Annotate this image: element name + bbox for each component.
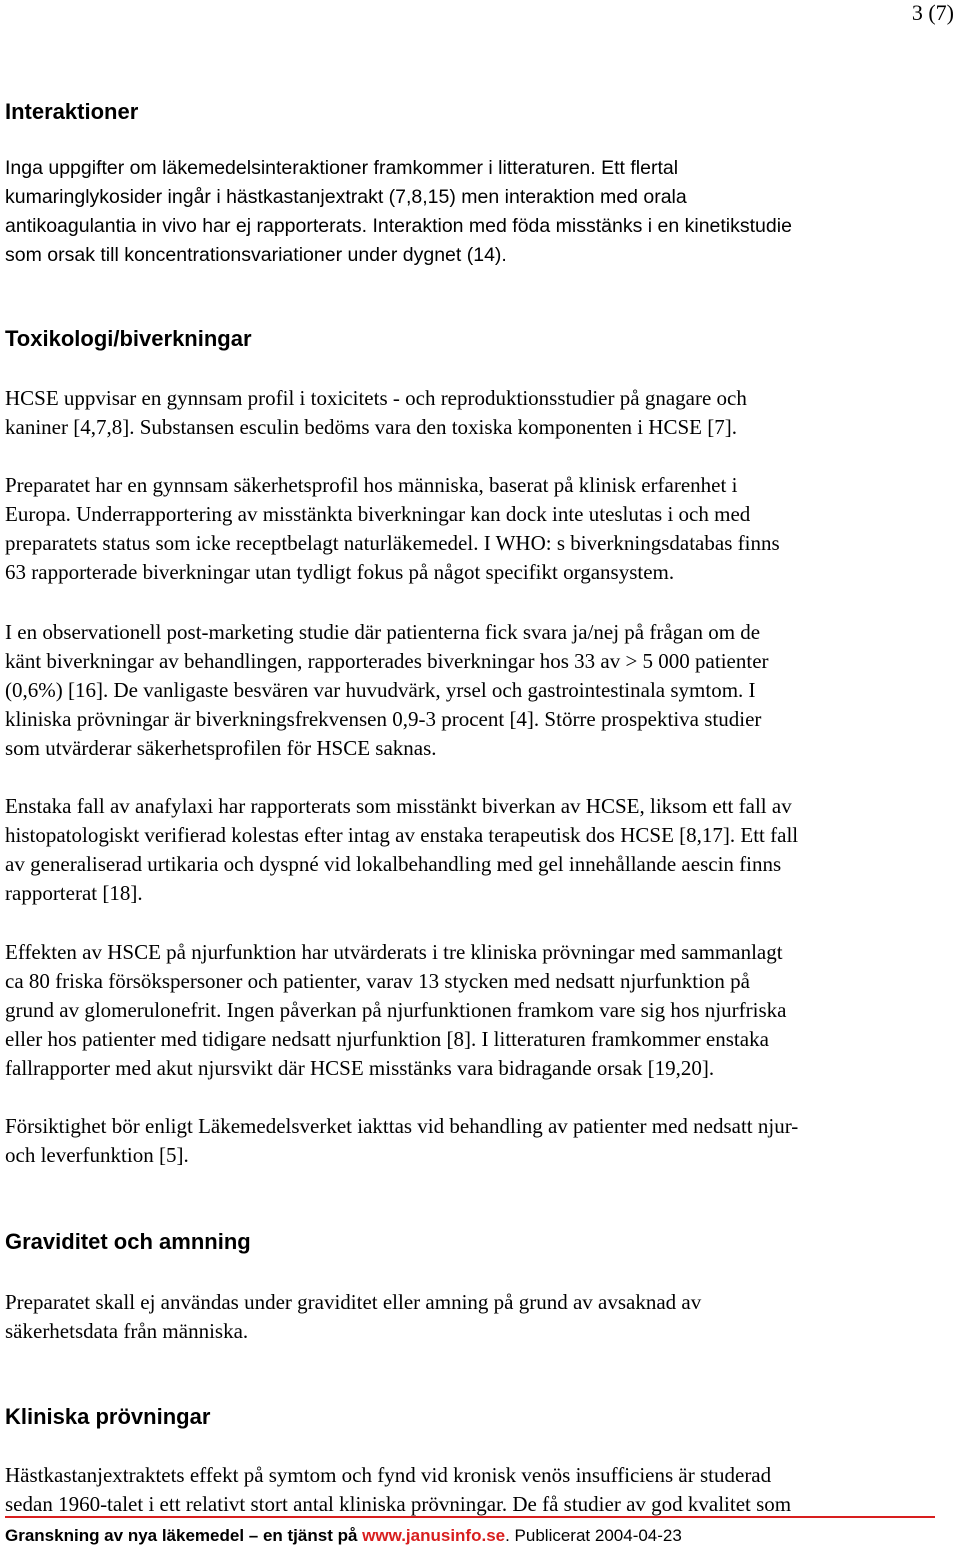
paragraph-toxikologi-4 bbox=[5, 792, 960, 908]
text-line: rapporterat [18]. bbox=[5, 881, 143, 905]
footer-link[interactable]: www.janusinfo.se bbox=[362, 1526, 506, 1545]
footer-published: . Publicerat 2004-04-23 bbox=[505, 1526, 682, 1545]
text-line: som utvärderar säkerhetsprofilen för HSCE saknas. bbox=[5, 736, 437, 760]
heading-kliniska: Kliniska prövningar bbox=[5, 1404, 211, 1429]
text-line: fallrapporter med akut njursvikt där HCSE misstänks vara bidragande orsak [19,20]. bbox=[5, 1056, 715, 1080]
text-line: kumaringlykosider ingår i hästkastanjextrakt (7,8,15) men interaktion med orala bbox=[5, 186, 687, 208]
text-line: känt biverkningar av behandlingen, rapporterades biverkningar hos 33 av > 5 000 patienter bbox=[5, 649, 769, 673]
text-line: säkerhetsdata från människa. bbox=[5, 1319, 249, 1343]
text-line: Enstaka fall av anafylaxi har rapporterats som misstänkt biverkan av HCSE, liksom ett fall av bbox=[5, 794, 792, 818]
paragraph-interaktioner-1 bbox=[5, 154, 960, 270]
text-line: eller hos patienter med tidigare nedsatt njurfunktion [8]. I litteraturen framkommer enstaka bbox=[5, 1027, 769, 1051]
text-line: Preparatet har en gynnsam säkerhetsprofil hos människa, baserat på klinisk erfarenhet i bbox=[5, 473, 738, 497]
heading-interaktioner: Interaktioner bbox=[5, 99, 139, 124]
text-line: preparatets status som icke receptbelagt naturläkemedel. I WHO: s biverkningsdatabas finns bbox=[5, 531, 780, 555]
footer bbox=[5, 1524, 682, 1548]
text-line: Effekten av HSCE på njurfunktion har utvärderats i tre kliniska prövningar med sammanlagt bbox=[5, 940, 783, 964]
paragraph-toxikologi-3 bbox=[5, 618, 960, 763]
text-line: av generaliserad urtikaria och dyspné vid lokalbehandling med gel innehållande aescin finns bbox=[5, 852, 782, 876]
footer-rule bbox=[5, 1516, 935, 1518]
paragraph-toxikologi-5 bbox=[5, 938, 960, 1083]
text-line: kaniner [4,7,8]. Substansen esculin bedöms vara den toxiska komponenten i HCSE [7]. bbox=[5, 415, 737, 439]
text-line: (0,6%) [16]. De vanligaste besvären var huvudvärk, yrsel och gastrointestinala symtom. I bbox=[5, 678, 756, 702]
text-line: Europa. Underrapportering av misstänkta biverkningar kan dock inte uteslutas i och med bbox=[5, 502, 751, 526]
text-line: ca 80 friska försökspersoner och patienter, varav 13 stycken med nedsatt njurfunktion på bbox=[5, 969, 751, 993]
text-line: och leverfunktion [5]. bbox=[5, 1143, 189, 1167]
text-line: som orsak till koncentrationsvariationer under dygnet (14). bbox=[5, 244, 507, 266]
paragraph-toxikologi-6 bbox=[5, 1112, 960, 1170]
text-line: histopatologiskt verifierad kolestas efter intag av enstaka terapeutisk dos HCSE [8,17]. Ett fall bbox=[5, 823, 799, 847]
text-line: grund av glomerulonefrit. Ingen påverkan på njurfunktionen framkom vare sig hos njurfriska bbox=[5, 998, 787, 1022]
text-line: Inga uppgifter om läkemedelsinteraktioner framkommer i litteraturen. Ett flertal bbox=[5, 157, 679, 179]
text-line: 63 rapporterade biverkningar utan tydligt fokus på något specifikt organsystem. bbox=[5, 560, 675, 584]
paragraph-kliniska-1 bbox=[5, 1461, 960, 1519]
text-line: Försiktighet bör enligt Läkemedelsverket iakttas vid behandling av patienter med nedsatt njur- bbox=[5, 1114, 799, 1138]
text-line: Preparatet skall ej användas under graviditet eller amning på grund av avsaknad av bbox=[5, 1290, 702, 1314]
text-line: Hästkastanjextraktets effekt på symtom och fynd vid kronisk venös insufficiens är studerad bbox=[5, 1463, 772, 1487]
page-number: 3 (7) bbox=[911, 0, 954, 25]
paragraph-toxikologi-2 bbox=[5, 471, 960, 587]
heading-toxikologi: Toxikologi/biverkningar bbox=[5, 326, 252, 351]
text-line: HCSE uppvisar en gynnsam profil i toxicitets - och reproduktionsstudier på gnagare och bbox=[5, 386, 747, 410]
text-line: kliniska prövningar är biverkningsfrekvensen 0,9-3 procent [4]. Större prospektiva studier bbox=[5, 707, 762, 731]
text-line: sedan 1960-talet i ett relativt stort antal kliniska prövningar. De få studier av god kvalitet som bbox=[5, 1492, 792, 1516]
text-line: antikoagulantia in vivo har ej rapporterats. Interaktion med föda misstänks i en kinetikstudie bbox=[5, 215, 792, 237]
heading-graviditet: Graviditet och amnning bbox=[5, 1229, 251, 1254]
text-line: I en observationell post-marketing studie där patienterna fick svara ja/nej på frågan om de bbox=[5, 620, 761, 644]
footer-lead: Granskning av nya läkemedel – en tjänst på bbox=[5, 1526, 363, 1545]
paragraph-graviditet-1 bbox=[5, 1288, 960, 1346]
paragraph-toxikologi-1 bbox=[5, 384, 960, 442]
